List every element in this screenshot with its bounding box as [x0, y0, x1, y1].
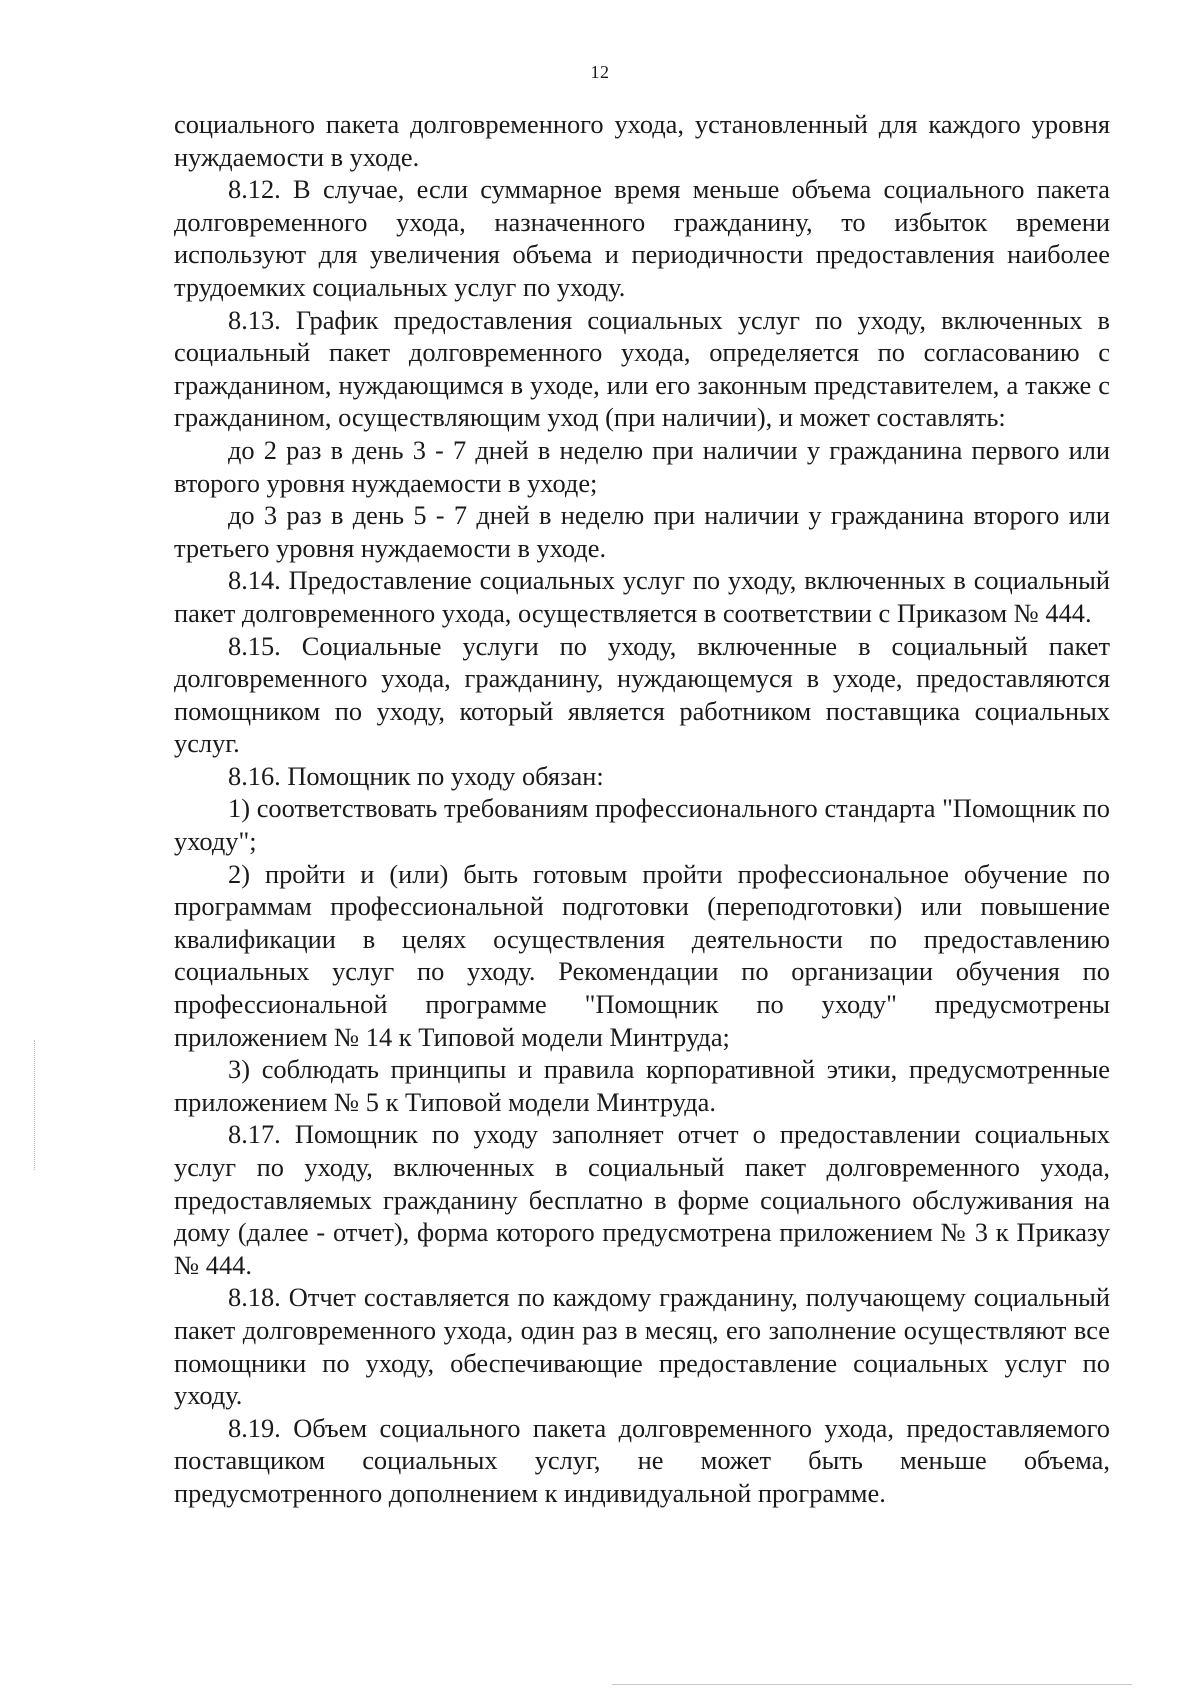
- paragraph-8-15: 8.15. Социальные услуги по уходу, включенные в социальный пакет долговременного ухода, гражданину, нуждающемуся в уходе, предоставляются помощником по уходу, который является работником поставщика социальных услуг.: [174, 630, 1110, 759]
- paragraph-8-17: 8.17. Помощник по уходу заполняет отчет о предоставлении социальных услуг по уходу, включенных в социальный пакет долговременного ухода, предоставляемых гражданину бесплатно в форме социального обслуживания на дому (далее - отчет), форма которого предусмотрена приложением № 3 к Приказу № 444.: [174, 1119, 1110, 1280]
- paragraph-schedule-first-second-level: до 2 раз в день 3 - 7 дней в неделю при наличии у гражданина первого или второго уровня нуждаемости в уходе;: [174, 434, 1110, 498]
- paragraph-continuation: социального пакета долговременного ухода, установленный для каждого уровня нуждаемости в уходе.: [174, 109, 1110, 172]
- paragraph-8-19: 8.19. Объем социального пакета долговременного ухода, предоставляемого поставщиком социальных услуг, не может быть меньше объема, предусмотренного дополнением к индивидуальной программе.: [174, 1412, 1110, 1508]
- paragraph-8-13: 8.13. График предоставления социальных услуг по уходу, включенных в социальный пакет долговременного ухода, определяется по согласованию с гражданином, нуждающимся в уходе, или его законным представителем, а также с гражданином, осуществляющим уход (при наличии), и может составлять:: [174, 304, 1110, 433]
- scan-bottom-line: [612, 1684, 1132, 1685]
- paragraph-8-18: 8.18. Отчет составляется по каждому гражданину, получающему социальный пакет долговременного ухода, один раз в месяц, его заполнение осуществляют все помощники по уходу, обеспечивающие предоставление социальных услуг по уходу.: [174, 1282, 1110, 1411]
- paragraph-8-12: 8.12. В случае, если суммарное время меньше объема социального пакета долговременного ухода, назначенного гражданину, то избыток времени используют для увеличения объема и периодичности предоставления наиболее трудоемких социальных услуг по уходу.: [174, 174, 1110, 302]
- paragraph-8-16: 8.16. Помощник по уходу обязан:: [228, 760, 604, 791]
- page-number: 12: [590, 62, 610, 82]
- scan-edge-mark: [34, 1040, 36, 1170]
- paragraph-8-16-item-3: 3) соблюдать принципы и правила корпоративной этики, предусмотренные приложением № 5 к Типовой модели Минтруда.: [174, 1054, 1110, 1117]
- paragraph-8-14: 8.14. Предоставление социальных услуг по уходу, включенных в социальный пакет долговременного ухода, осуществляется в соответствии с Приказом № 444.: [174, 565, 1110, 628]
- paragraph-8-16-item-2: 2) пройти и (или) быть готовым пройти профессиональное обучение по программам профессиональной подготовки (переподготовки) или повышение квалификации в целях осуществления деятельности по предоставлению социальных услуг по уходу. Рекомендации по организации обучения по профессиональной программе "Помощник по уходу" предусмотрены приложением № 14 к Типовой модели Минтруда;: [174, 858, 1110, 1052]
- document-body: [174, 108, 1110, 1510]
- paragraph-schedule-second-third-level: до 3 раз в день 5 - 7 дней в неделю при наличии у гражданина второго или третьего уровня нуждаемости в уходе.: [174, 500, 1110, 563]
- paragraph-8-16-item-1: 1) соответствовать требованиям профессионального стандарта "Помощник по уходу";: [174, 793, 1110, 857]
